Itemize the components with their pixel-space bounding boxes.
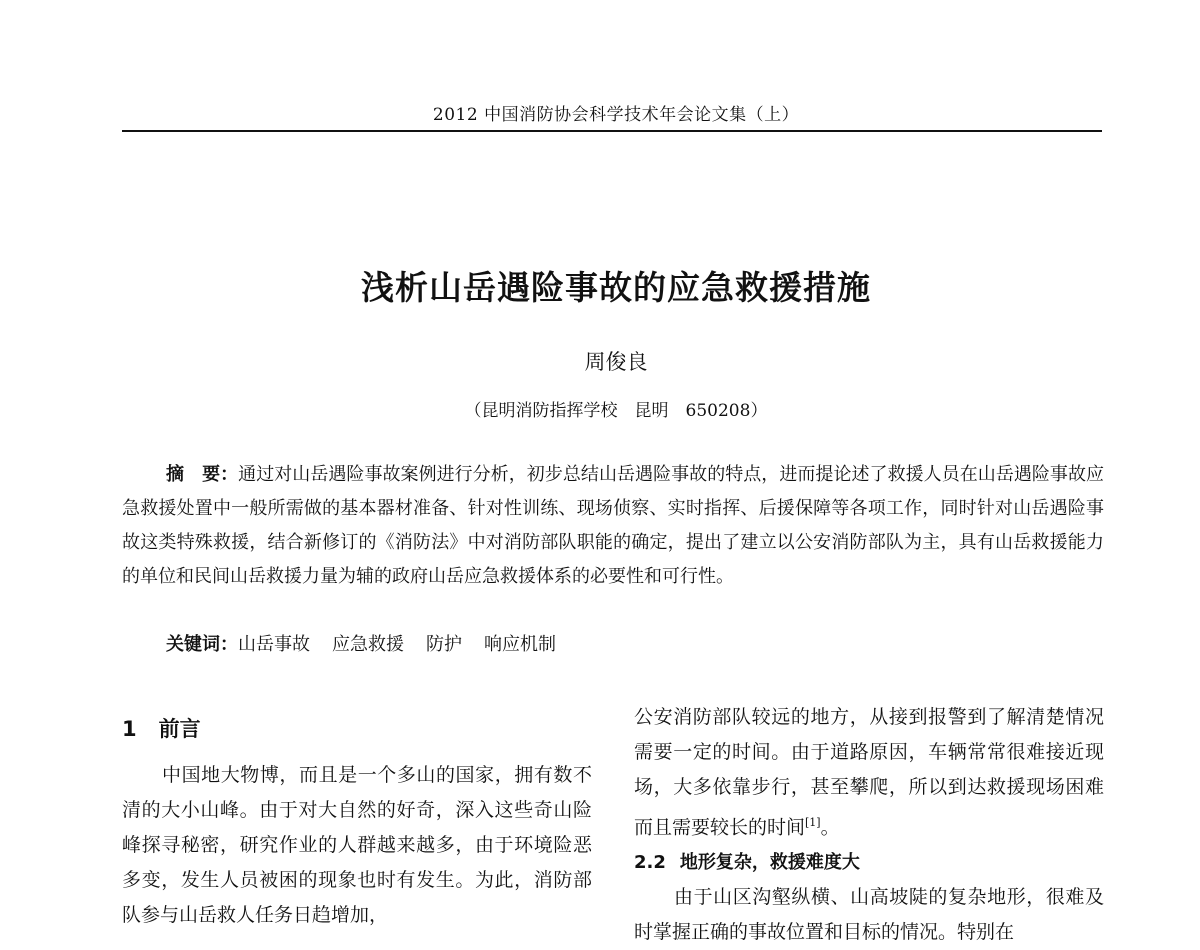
author-affiliation: （昆明消防指挥学校 昆明 650208） — [464, 401, 768, 421]
abstract — [122, 458, 1104, 594]
citation-marker: [1] — [805, 816, 821, 829]
abstract-label: 摘 要： — [166, 464, 239, 485]
keyword-item: 防护 — [426, 634, 462, 655]
author-name: 周俊良 — [584, 350, 648, 374]
subsection-paragraph: 由于山区沟壑纵横、山高坡陡的复杂地形，很难及时掌握正确的事故位置和目标的情况。特别在 — [634, 886, 1104, 944]
keywords — [166, 628, 1106, 662]
keyword-item: 响应机制 — [484, 634, 556, 655]
section-paragraph: 中国地大物博，而且是一个多山的国家，拥有数不清的大小山峰。由于对大自然的好奇，深入这些奇山险峰探寻秘密，研究作业的人群越来越多，由于环境险恶多变，发生人员被困的现象也时有发生。为此，消防部队参与山岳救人任务日趋增加， — [122, 764, 592, 926]
section-title: 前言 — [158, 717, 201, 741]
subsection-heading — [634, 845, 1104, 880]
continued-text: 公安消防部队较远的地方，从接到报警到了解清楚情况需要一定的时间。由于道路原因，车辆常常很难接近现场，大多依靠步行，甚至攀爬，所以到达救援现场困难而且需要较长的时间 — [634, 706, 1104, 839]
keyword-item: 山岳事故 — [238, 634, 310, 655]
header-rule — [122, 130, 1102, 132]
right-column — [634, 700, 1104, 950]
continued-paragraph — [634, 700, 1104, 845]
subsection-number: 2.2 — [634, 852, 666, 874]
section-number: 1 — [122, 717, 137, 741]
left-column — [122, 712, 592, 933]
section-heading — [122, 712, 592, 746]
continued-text-end: 。 — [820, 816, 840, 839]
keywords-label: 关键词： — [166, 634, 238, 655]
running-header: 2012 中国消防协会科学技术年会论文集（上） — [432, 105, 800, 125]
subsection-title: 地形复杂，救援难度大 — [679, 852, 860, 874]
abstract-text: 通过对山岳遇险事故案例进行分析，初步总结山岳遇险事故的特点，进而提论述了救援人员在山岳遇险事故应急救援处置中一般所需做的基本器材准备、针对性训练、现场侦察、实时指挥、后援保障等各项工作，同时针对山岳遇险事故这类特殊救援，结合新修订的《消防法》中对消防部队职能的确定，提出了建立以公安消防部队为主，具有山岳救援能力的单位和民间山岳救援力量为辅的政府山岳应急救援体系的必要性和可行性。 — [122, 464, 1105, 587]
paper-title: 浅析山岳遇险事故的应急救援措施 — [361, 268, 871, 307]
keyword-item: 应急救援 — [332, 634, 404, 655]
